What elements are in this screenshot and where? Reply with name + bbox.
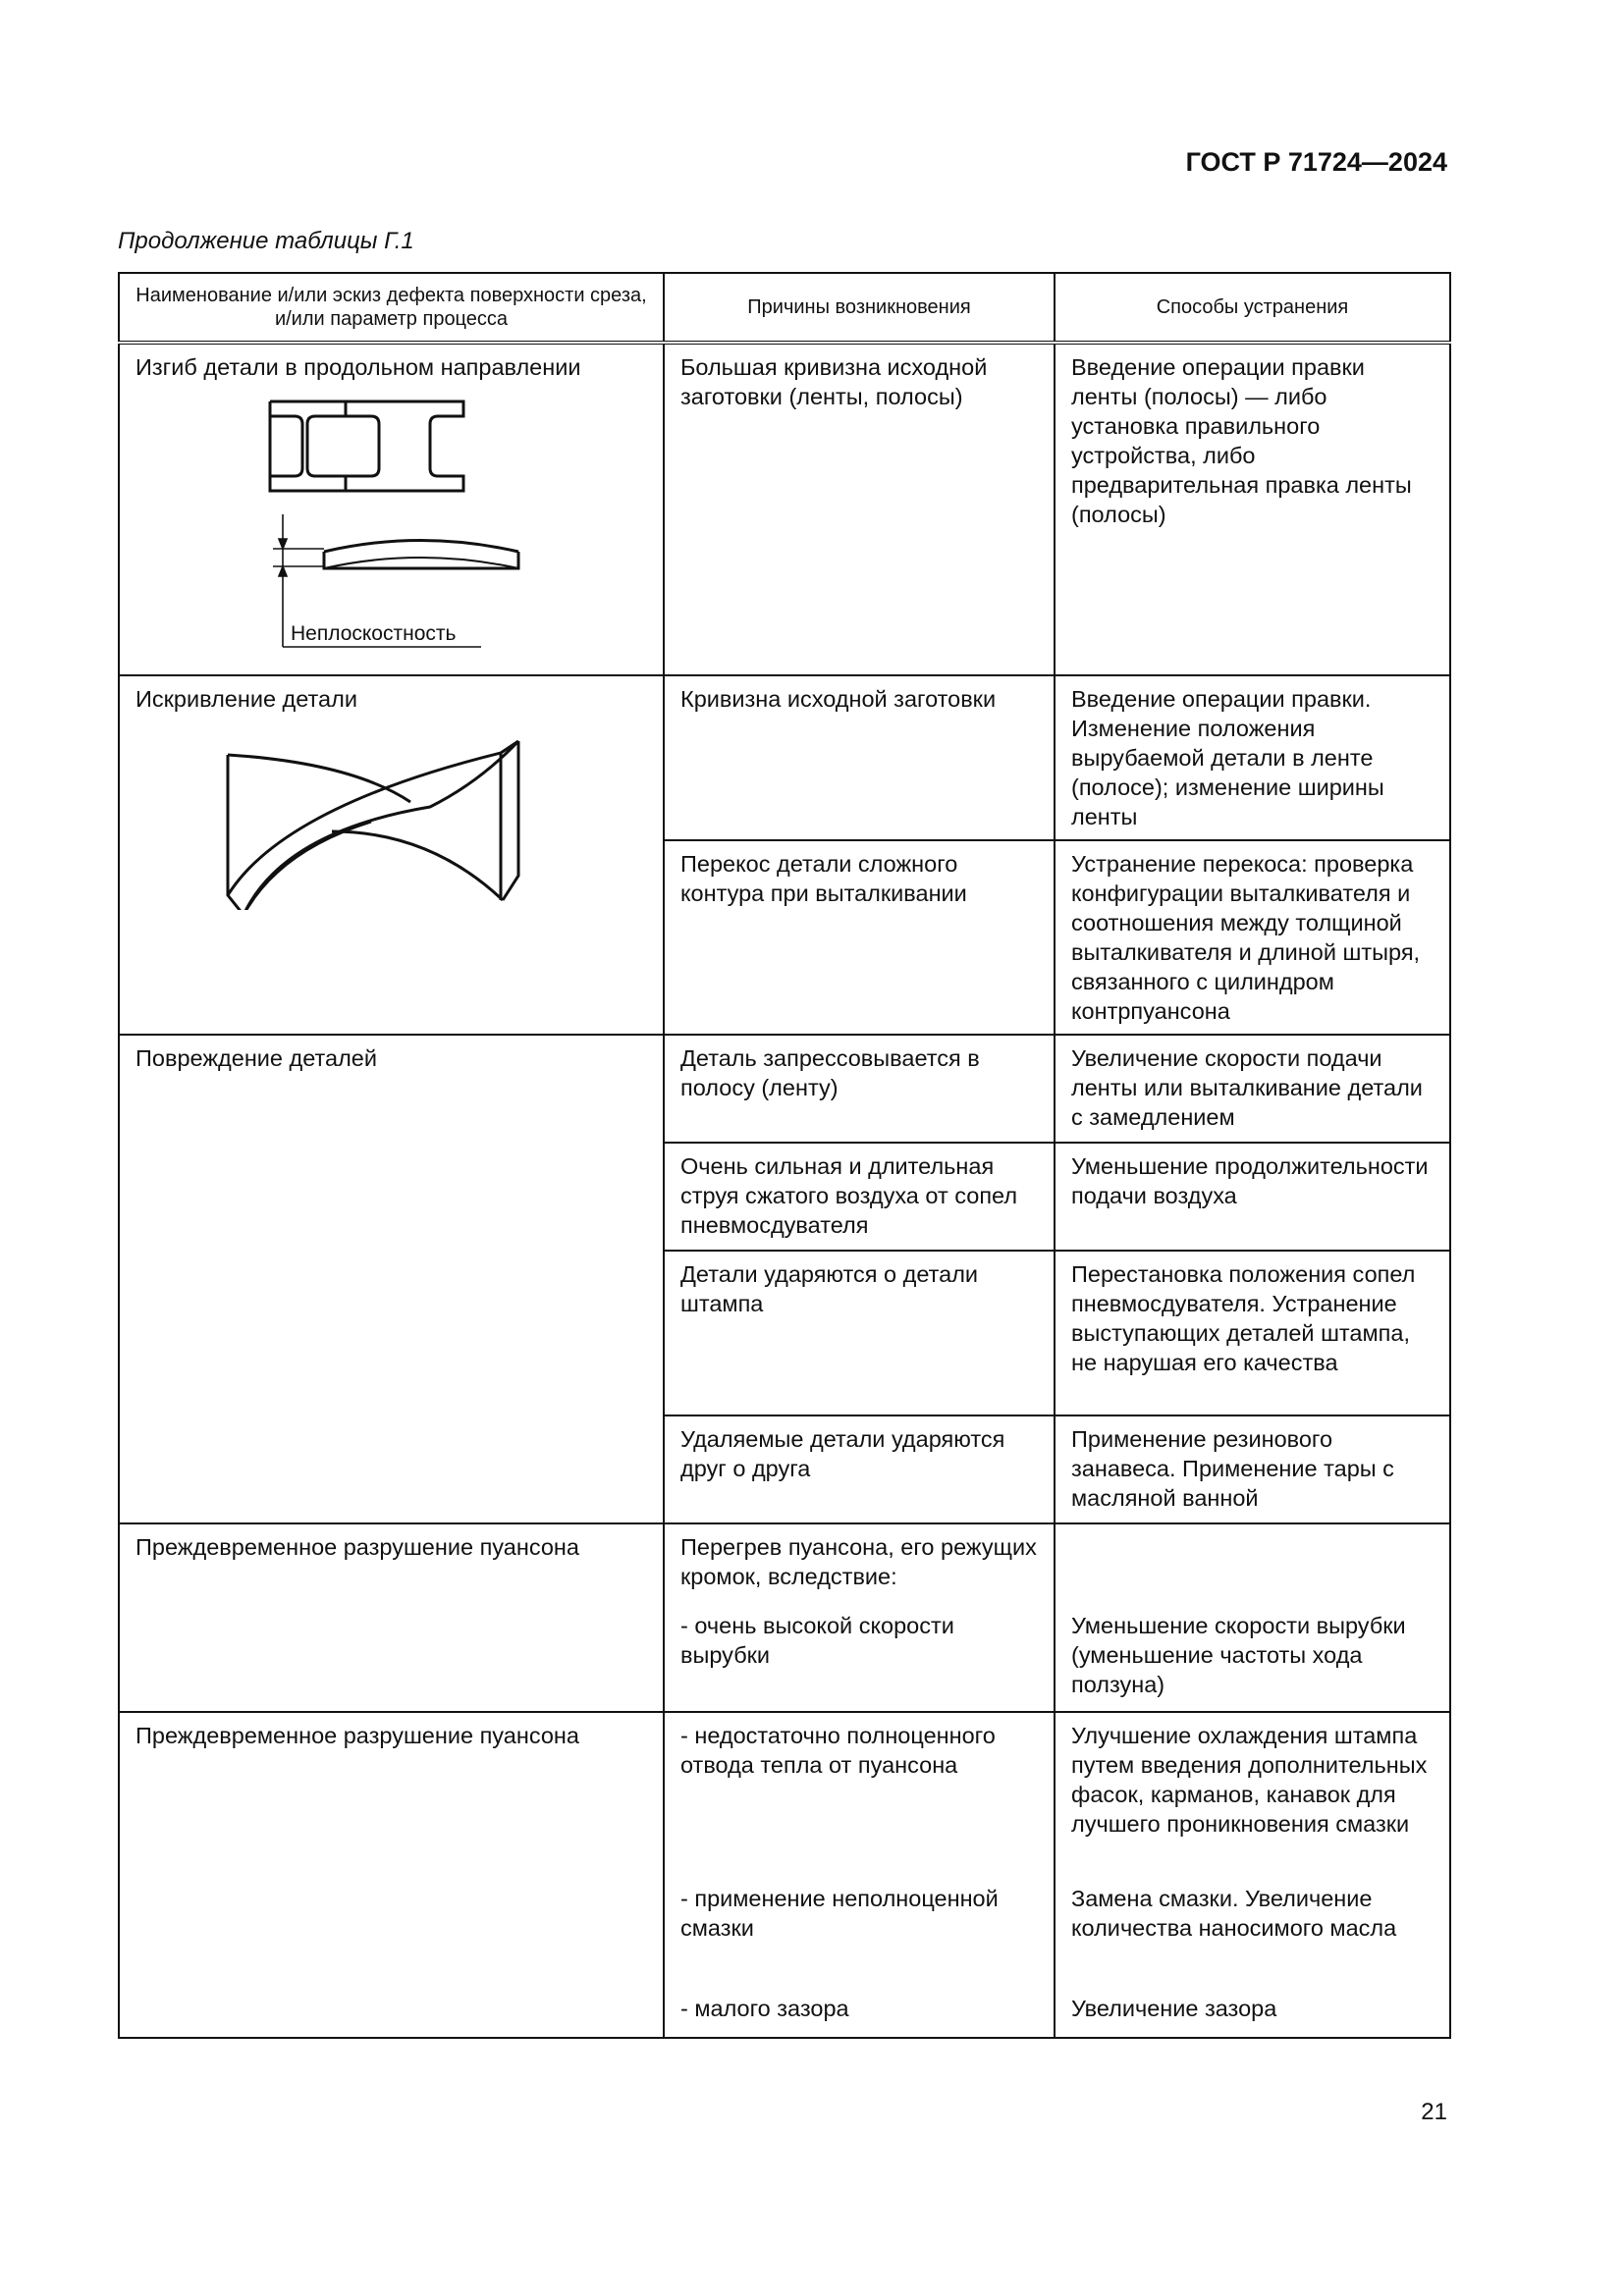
flatness-label: Неплоскостность [291, 622, 457, 645]
remedy-cell: Устранение перекоса: проверка конфигурации выталкивателя и соотношения между толщиной выталкивателя и длиной штыря, связанного с цилиндром контрпуансона [1055, 840, 1450, 1035]
cause-cell: Очень сильная и длительная струя сжатого воздуха от сопел пневмосдувателя [664, 1143, 1055, 1251]
cause-cell: Большая кривизна исходной заготовки (ленты, полосы) [664, 343, 1055, 675]
cause-cell: - очень высокой скорости вырубки [664, 1603, 1055, 1712]
header-remedy: Способы устранения [1055, 273, 1450, 343]
page-number: 21 [1421, 2099, 1447, 2125]
remedy-cell: Увеличение зазора [1055, 1986, 1450, 2038]
table-row [119, 1035, 1450, 1143]
table-caption: Продолжение таблицы Г.1 [118, 228, 414, 254]
defect-cell [119, 675, 664, 1035]
defect-name: Изгиб детали в продольном направлении [135, 354, 581, 380]
table-row [119, 1523, 1450, 1603]
remedy-cell-empty [1055, 1523, 1450, 1603]
defect-cell [119, 343, 664, 675]
remedy-cell: Введение операции правки ленты (полосы) — либо установка правильного устройства, либо предварительная правка ленты (полосы) [1055, 343, 1450, 675]
remedy-cell: Введение операции правки. Изменение положения вырубаемой детали в ленте (полосе); изменение ширины ленты [1055, 675, 1450, 840]
remedy-cell: Уменьшение продолжительности подачи воздуха [1055, 1143, 1450, 1251]
table-row [119, 343, 1450, 675]
cause-cell: - применение неполноценной смазки [664, 1876, 1055, 1986]
cause-intro-cell: Перегрев пуансона, его режущих кромок, вследствие: [664, 1523, 1055, 1603]
defect-cell: Преждевременное разрушение пуансона [119, 1523, 664, 1712]
curvature-figure [135, 714, 646, 910]
header-defect: Наименование и/или эскиз дефекта поверхности среза, и/или параметр процесса [119, 273, 664, 343]
defect-name: Искривление детали [135, 686, 357, 712]
cause-cell: Кривизна исходной заготовки [664, 675, 1055, 840]
cause-cell: Деталь запрессовывается в полосу (ленту) [664, 1035, 1055, 1143]
defects-table [118, 272, 1451, 2039]
cause-cell: Перекос детали сложного контура при выталкивании [664, 840, 1055, 1035]
remedy-cell: Замена смазки. Увеличение количества наносимого масла [1055, 1876, 1450, 1986]
table-header-row [119, 273, 1450, 343]
cause-cell: - малого зазора [664, 1986, 1055, 2038]
table-row [119, 675, 1450, 840]
defect-cell: Повреждение деталей [119, 1035, 664, 1523]
cause-cell: Удаляемые детали ударяются друг о друга [664, 1415, 1055, 1523]
remedy-cell: Улучшение охлаждения штампа путем введения дополнительных фасок, карманов, канавок для лучшего проникновения смазки [1055, 1712, 1450, 1876]
cause-cell: - недостаточно полноценного отвода тепла от пуансона [664, 1712, 1055, 1876]
remedy-cell: Применение резинового занавеса. Применение тары с масляной ванной [1055, 1415, 1450, 1523]
document-code: ГОСТ Р 71724—2024 [1185, 147, 1447, 177]
bend-figure [135, 382, 646, 667]
cause-cell: Детали ударяются о детали штампа [664, 1251, 1055, 1415]
remedy-cell: Уменьшение скорости вырубки (уменьшение частоты хода ползуна) [1055, 1603, 1450, 1712]
header-cause: Причины возникновения [664, 273, 1055, 343]
remedy-cell: Увеличение скорости подачи ленты или выталкивание детали с замедлением [1055, 1035, 1450, 1143]
defect-cell: Преждевременное разрушение пуансона [119, 1712, 664, 2038]
table-row [119, 1712, 1450, 1876]
remedy-cell: Перестановка положения сопел пневмосдувателя. Устранение выступающих деталей штампа, не нарушая его качества [1055, 1251, 1450, 1415]
